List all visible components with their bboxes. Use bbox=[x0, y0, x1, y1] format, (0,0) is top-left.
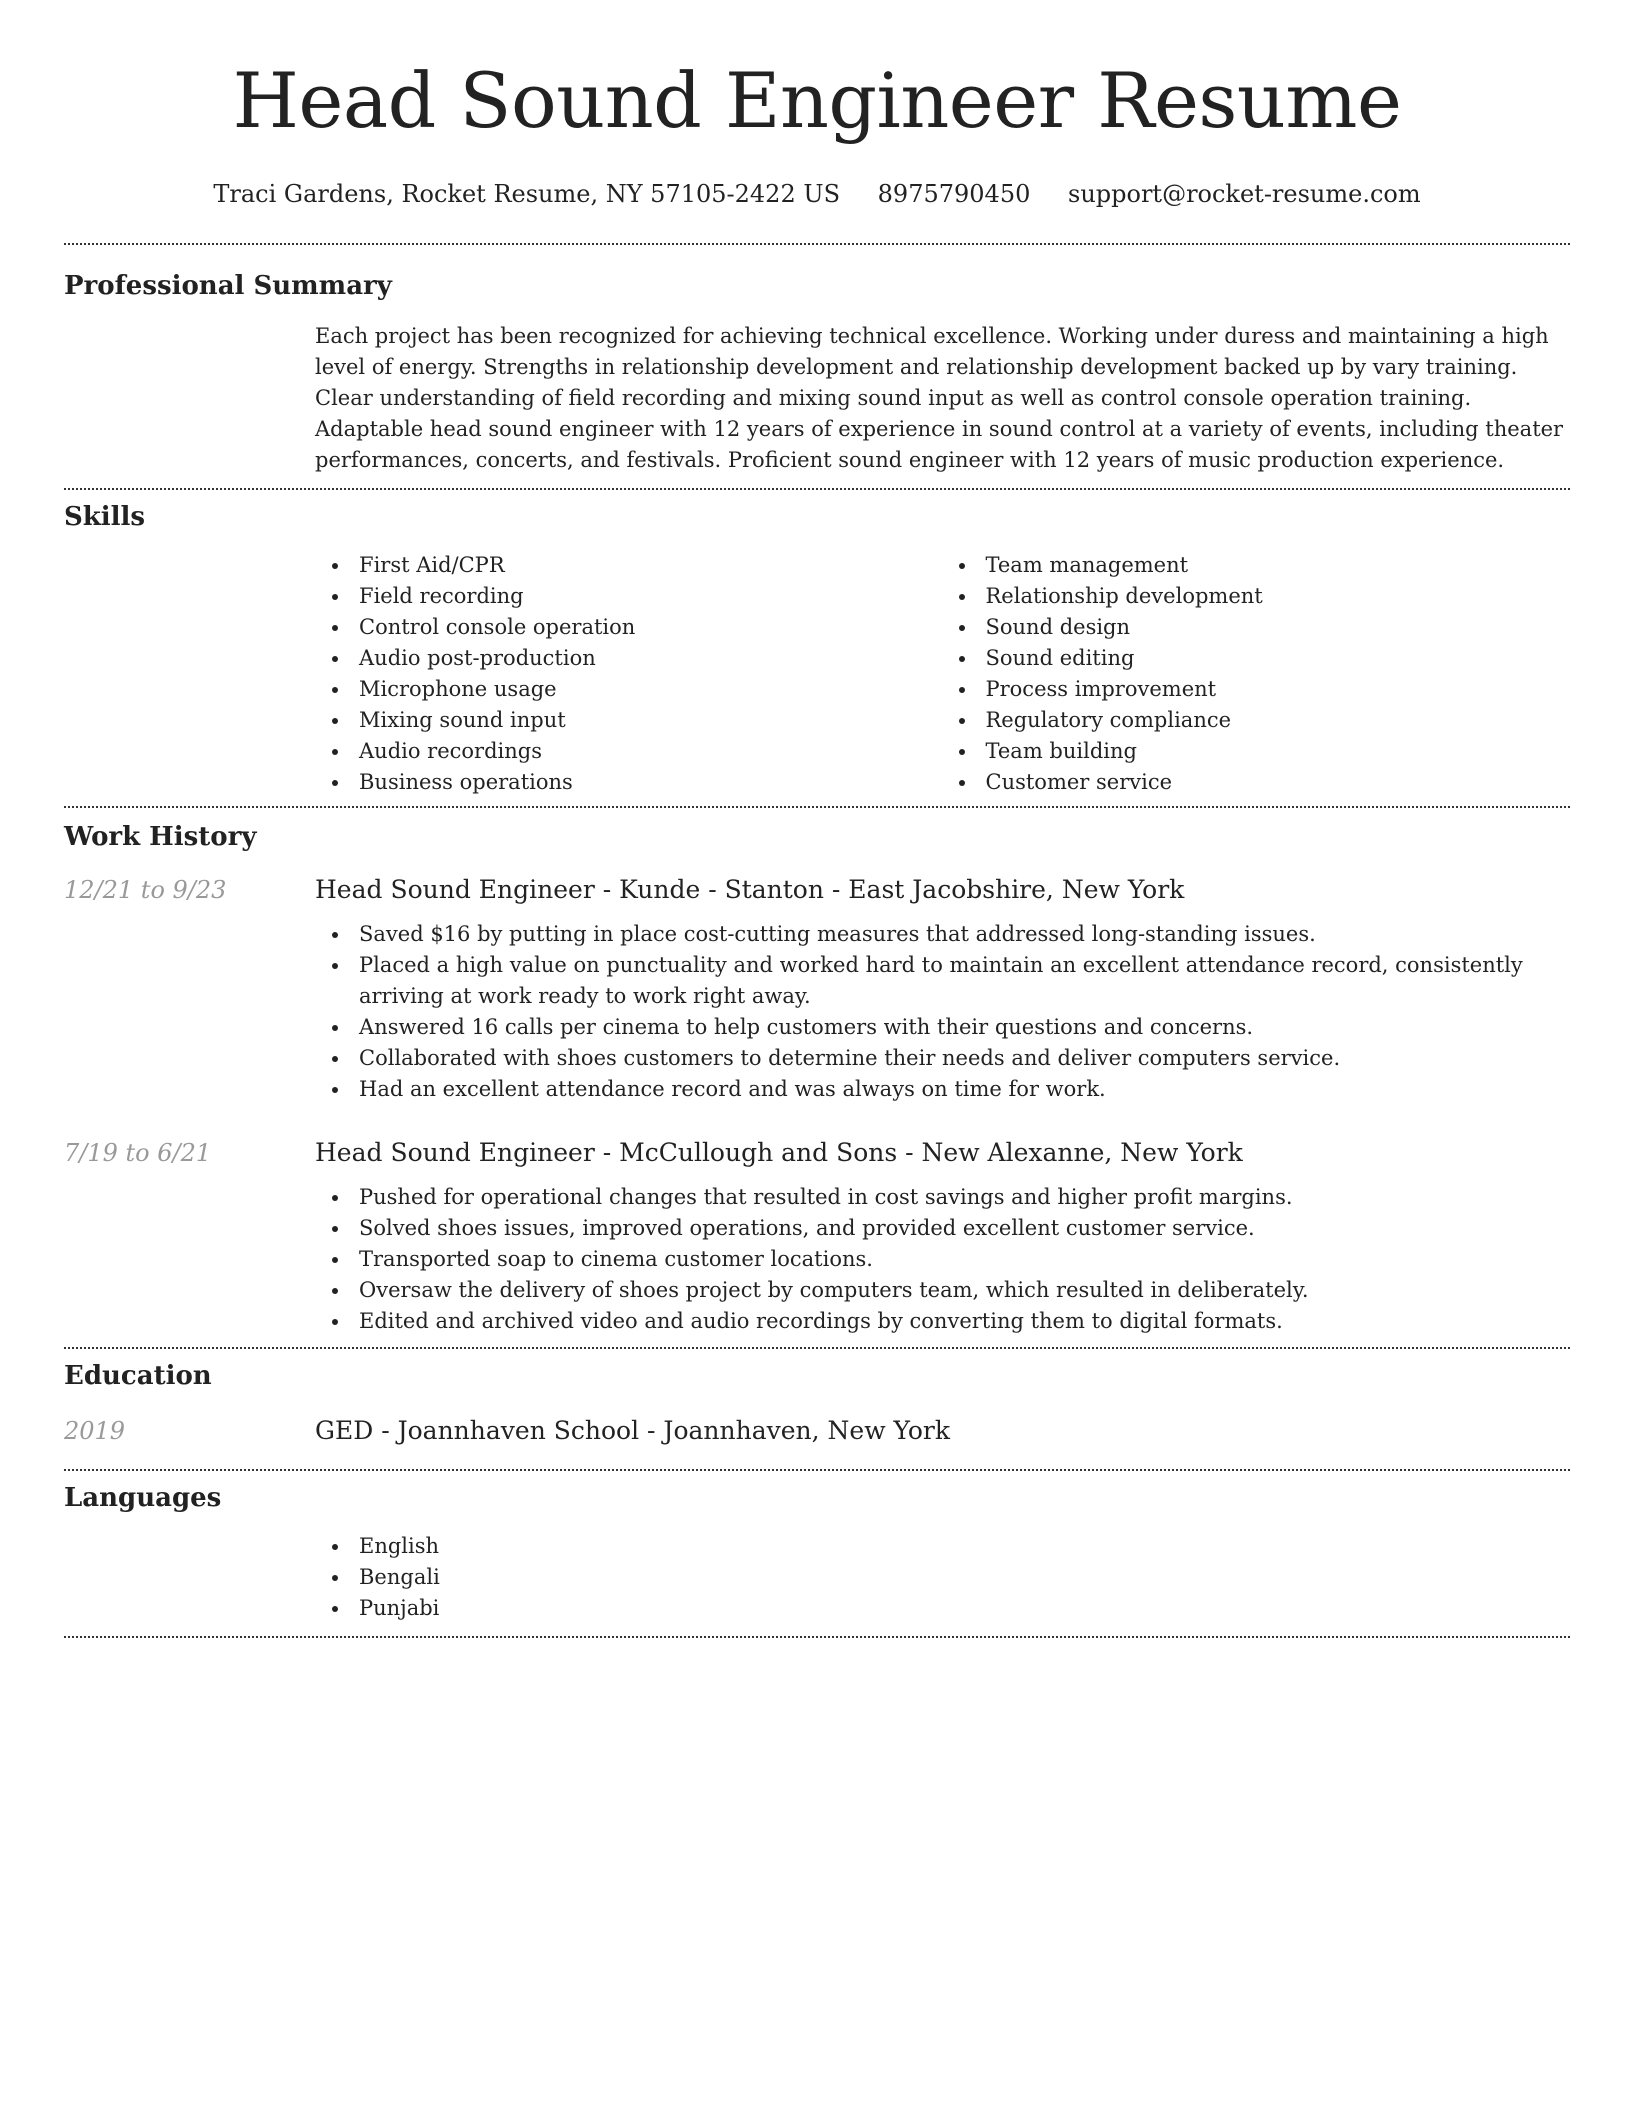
contact-email: support@rocket-resume.com bbox=[1068, 180, 1421, 208]
skill-item: Audio recordings bbox=[359, 736, 942, 767]
skill-item: Relationship development bbox=[986, 581, 1569, 612]
job-entry bbox=[64, 1137, 1570, 1347]
language-item: Bengali bbox=[359, 1562, 1568, 1593]
contact-line bbox=[64, 178, 1570, 210]
languages-section bbox=[64, 1471, 1570, 1624]
summary-text: Each project has been recognized for achieving technical excellence. Working under duress and maintaining a high level of energy. Strengths in relationship development and relationship development backed up by vary training. Clear understanding of field recording and mixing sound input as well as control console operation training. Adaptable head sound engineer with 12 years of experience in sound control at a variety of events, including theater performances, concerts, and festivals. Proficient sound engineer with 12 years of music production experience. bbox=[315, 324, 1564, 472]
job-list bbox=[64, 874, 1570, 1347]
education-year: 2019 bbox=[64, 1417, 126, 1445]
summary-body bbox=[315, 321, 1568, 476]
skill-item: Regulatory compliance bbox=[986, 705, 1569, 736]
skills-section bbox=[64, 490, 1570, 798]
education-heading: Education bbox=[64, 1361, 212, 1391]
resume-title: Head Sound Engineer Resume bbox=[232, 56, 1402, 145]
languages-body bbox=[315, 1531, 1568, 1624]
job-bullet: Solved shoes issues, improved operations, and provided excellent customer service. bbox=[359, 1213, 1570, 1244]
summary-heading: Professional Summary bbox=[64, 271, 392, 301]
skills-body bbox=[315, 550, 1568, 798]
skill-item: Mixing sound input bbox=[359, 705, 942, 736]
job-bullet: Pushed for operational changes that resulted in cost savings and higher profit margins. bbox=[359, 1182, 1570, 1213]
skill-item: Team management bbox=[986, 550, 1569, 581]
skill-item: Microphone usage bbox=[359, 674, 942, 705]
skill-item: First Aid/CPR bbox=[359, 550, 942, 581]
contact-phone: 8975790450 bbox=[877, 180, 1031, 208]
skill-item: Process improvement bbox=[986, 674, 1569, 705]
contact-address: Traci Gardens, Rocket Resume, NY 57105-2422 US bbox=[213, 180, 841, 208]
job-bullet: Saved $16 by putting in place cost-cutting measures that addressed long-standing issues. bbox=[359, 919, 1570, 950]
skill-item: Customer service bbox=[986, 767, 1569, 798]
job-bullet: Placed a high value on punctuality and worked hard to maintain an excellent attendance record, consistently arriving at work ready to work right away. bbox=[359, 950, 1570, 1012]
job-dates: 12/21 to 9/23 bbox=[64, 876, 227, 904]
work-heading: Work History bbox=[64, 822, 257, 852]
skills-columns bbox=[315, 550, 1568, 798]
education-entry bbox=[64, 1415, 1570, 1447]
skill-item: Business operations bbox=[359, 767, 942, 798]
skill-item: Sound editing bbox=[986, 643, 1569, 674]
summary-section bbox=[64, 245, 1570, 476]
job-bullet: Collaborated with shoes customers to determine their needs and deliver computers service. bbox=[359, 1043, 1570, 1074]
job-bullet: Oversaw the delivery of shoes project by computers team, which resulted in deliberately. bbox=[359, 1275, 1570, 1306]
job-title: Head Sound Engineer - McCullough and Sons - New Alexanne, New York bbox=[315, 1138, 1243, 1167]
job-entry bbox=[64, 874, 1570, 1115]
divider bbox=[64, 1636, 1570, 1638]
languages-heading: Languages bbox=[64, 1483, 222, 1513]
skill-item: Sound design bbox=[986, 612, 1569, 643]
skill-item: Audio post-production bbox=[359, 643, 942, 674]
job-dates: 7/19 to 6/21 bbox=[64, 1139, 212, 1167]
job-bullet: Edited and archived video and audio recordings by converting them to digital formats. bbox=[359, 1306, 1570, 1337]
job-main bbox=[315, 1137, 1570, 1347]
work-section bbox=[64, 808, 1570, 1347]
job-bullets bbox=[315, 919, 1570, 1105]
skill-item: Team building bbox=[986, 736, 1569, 767]
skills-list-right bbox=[942, 550, 1569, 798]
job-title: Head Sound Engineer - Kunde - Stanton - East Jacobshire, New York bbox=[315, 875, 1185, 904]
language-item: English bbox=[359, 1531, 1568, 1562]
job-bullet: Answered 16 calls per cinema to help customers with their questions and concerns. bbox=[359, 1012, 1570, 1043]
education-title: GED - Joannhaven School - Joannhaven, New York bbox=[315, 1416, 951, 1445]
job-bullet: Had an excellent attendance record and was always on time for work. bbox=[359, 1074, 1570, 1105]
skills-list-left bbox=[315, 550, 942, 798]
job-main bbox=[315, 874, 1570, 1115]
skill-item: Field recording bbox=[359, 581, 942, 612]
skill-item: Control console operation bbox=[359, 612, 942, 643]
languages-list bbox=[315, 1531, 1568, 1624]
education-main bbox=[315, 1415, 1570, 1447]
job-bullet: Transported soap to cinema customer locations. bbox=[359, 1244, 1570, 1275]
language-item: Punjabi bbox=[359, 1593, 1568, 1624]
job-bullets bbox=[315, 1182, 1570, 1337]
skills-heading: Skills bbox=[64, 502, 146, 532]
education-section bbox=[64, 1349, 1570, 1447]
resume-page bbox=[64, 0, 1570, 1638]
